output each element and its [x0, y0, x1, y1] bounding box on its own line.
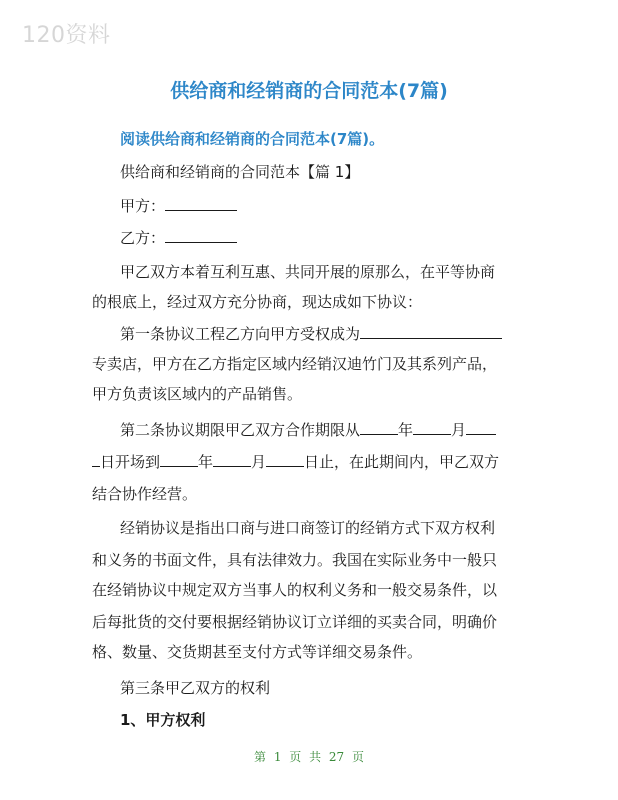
end-year-blank — [160, 452, 198, 467]
section-heading: 供给商和经销商的合同范本【篇 1】 — [120, 163, 360, 181]
start-day-blank-a — [466, 420, 496, 435]
watermark: 120资料 — [22, 23, 111, 48]
party-b-label: 乙方： — [120, 229, 166, 247]
definition-line-5: 格、数量、交货期甚至支付方式等详细交易条件。 — [92, 643, 423, 661]
article-1-line-3: 甲方负责该区域内的产品销售。 — [92, 385, 303, 403]
end-day-text: 日止，在此期间内，甲乙双方 — [304, 453, 500, 471]
definition-line-2: 和义务的书面文件，具有法律效力。我国在实际业务中一般只 — [92, 551, 498, 569]
start-month-blank — [413, 420, 451, 435]
definition-line-1: 经销协议是指出口商与进口商签订的经销方式下双方权利 — [120, 519, 496, 537]
party-b-blank — [165, 228, 237, 243]
start-day-blank-b — [92, 452, 100, 467]
start-year-blank — [360, 420, 398, 435]
end-day-blank — [266, 452, 304, 467]
article-2-line-1 — [120, 420, 560, 440]
party-a-blank — [165, 196, 237, 211]
article-2-text: 第二条协议期限甲乙双方合作期限从 — [120, 421, 361, 439]
store-name-blank — [360, 324, 502, 339]
article-2-line-2 — [92, 452, 532, 472]
article-1-line-2: 专卖店，甲方在乙方指定区域内经销汉迪竹门及其系列产品， — [92, 355, 498, 373]
end-month-blank — [213, 452, 251, 467]
document-subtitle: 阅读供给商和经销商的合同范本(7篇)。 — [120, 130, 385, 148]
definition-line-3: 在经销协议中规定双方当事人的权利义务和一般交易条件，以 — [92, 581, 498, 599]
article-2-line-3: 结合协作经营。 — [92, 485, 198, 503]
item-1-heading: 1、甲方权利 — [120, 711, 206, 729]
party-a-label: 甲方： — [120, 197, 166, 215]
article-1-text: 第一条协议工程乙方向甲方受权成为 — [120, 325, 361, 343]
party-a-line — [120, 196, 560, 216]
intro-line-2: 的根底上，经过双方充分协商，现达成如下协议： — [92, 293, 423, 311]
start-year-label: 年 — [398, 421, 414, 439]
definition-line-4: 后每批货的交付要根据经销协议订立详细的买卖合同，明确价 — [92, 613, 498, 631]
article-1-line-1 — [120, 324, 560, 344]
intro-line-1: 甲乙双方本着互利互惠、共同开展的原那么，在平等协商 — [120, 263, 496, 281]
article-3-heading: 第三条甲乙双方的权利 — [120, 679, 271, 697]
document-title: 供给商和经销商的合同范本(7篇) — [170, 80, 448, 102]
end-year-label: 年 — [198, 453, 214, 471]
start-day-text: 日开场到 — [100, 453, 161, 471]
start-month-label: 月 — [451, 421, 467, 439]
party-b-line — [120, 228, 560, 248]
page-number: 第 1 页 共 27 页 — [254, 750, 364, 764]
end-month-label: 月 — [251, 453, 267, 471]
